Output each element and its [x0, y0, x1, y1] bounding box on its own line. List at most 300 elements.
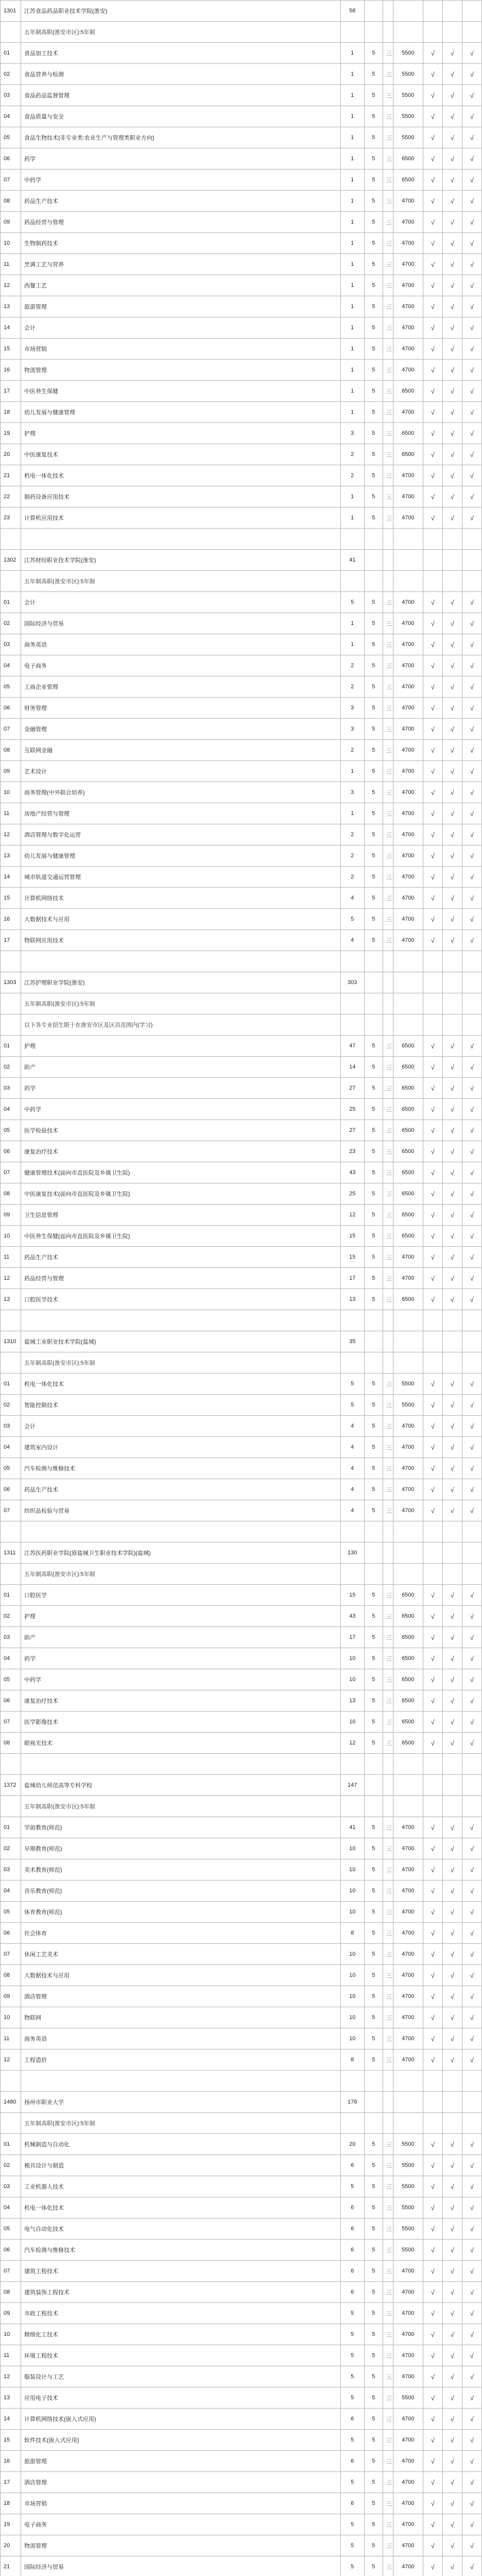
row-name: 中医养生保健(面向市直医院及乡镇卫生院) [21, 1226, 341, 1247]
row-check-2: √ [442, 360, 462, 381]
row-plan-count: 1 [340, 170, 364, 191]
row-name: 五年制高职(淮安市区):5年制 [21, 1796, 341, 1817]
row-name: 五年制高职(淮安市区):5年制 [21, 1352, 341, 1374]
row-check-2: √ [442, 296, 462, 317]
row-code: 01 [1, 2134, 21, 2155]
row-check-2: √ [442, 43, 462, 64]
row-tuition-mark: 三 [383, 1036, 393, 1057]
row-years [364, 1331, 383, 1352]
row-fee: 4700 [393, 2430, 423, 2451]
row-plan-count: 35 [340, 1331, 364, 1352]
major-row [1, 1120, 482, 1141]
row-years [364, 951, 383, 972]
school-row [1, 1775, 482, 1796]
row-tuition-mark: 三 [383, 170, 393, 191]
row-name: 国际经济与贸易 [21, 2556, 341, 2576]
row-check-1: √ [423, 782, 442, 803]
row-tuition-mark: 三 [383, 106, 393, 127]
blank-row [1, 1754, 482, 1775]
row-tuition-mark: 三 [383, 486, 393, 507]
row-check-2: √ [442, 275, 462, 296]
row-check-3: √ [462, 1120, 481, 1141]
row-check-2: √ [442, 1902, 462, 1923]
row-name: 市场营销 [21, 2493, 341, 2514]
row-check-3: √ [462, 1690, 481, 1711]
row-tuition-mark: 三 [383, 782, 393, 803]
row-check-1: √ [423, 1986, 442, 2007]
row-name: 扬州市职业大学 [21, 2092, 341, 2113]
school-row [1, 1331, 482, 1352]
major-row [1, 2261, 482, 2282]
row-check-3: √ [462, 761, 481, 782]
row-check-1 [423, 1543, 442, 1564]
row-check-3 [462, 22, 481, 43]
row-tuition-mark: 三 [383, 1078, 393, 1099]
row-plan-count: 10 [340, 1859, 364, 1880]
row-name: 制药设备应用技术 [21, 486, 341, 507]
row-name: 建筑室内设计 [21, 1437, 341, 1458]
row-check-3 [462, 1564, 481, 1585]
row-check-1 [423, 1564, 442, 1585]
row-plan-count: 15 [340, 1226, 364, 1247]
row-plan-count: 3 [340, 698, 364, 719]
row-check-2: √ [442, 2387, 462, 2409]
row-check-2: √ [442, 1859, 462, 1880]
row-fee: 5500 [393, 1374, 423, 1395]
row-name: 食品质量与安全 [21, 106, 341, 127]
row-fee: 4700 [393, 296, 423, 317]
row-years: 5 [364, 1859, 383, 1880]
row-fee: 4700 [393, 2409, 423, 2430]
row-code: 04 [1, 1880, 21, 1902]
row-check-1: √ [423, 212, 442, 233]
row-check-2: √ [442, 1479, 462, 1500]
major-row [1, 1585, 482, 1606]
row-check-3: √ [462, 1374, 481, 1395]
row-plan-count: 1 [340, 634, 364, 655]
row-fee: 6500 [393, 1120, 423, 1141]
row-tuition-mark: 三 [383, 2345, 393, 2366]
row-check-2: √ [442, 930, 462, 951]
row-name: 烹调工艺与营养 [21, 254, 341, 275]
row-check-2: √ [442, 1944, 462, 1965]
row-check-1: √ [423, 1838, 442, 1859]
row-name: 酒店管理与数字化运营 [21, 824, 341, 845]
row-check-1: √ [423, 170, 442, 191]
row-check-1: √ [423, 1416, 442, 1437]
row-code: 18 [1, 402, 21, 423]
school-row [1, 550, 482, 571]
major-row [1, 1268, 482, 1289]
row-name: 五年制高职(淮安市区):5年制 [21, 2113, 341, 2134]
row-years: 5 [364, 507, 383, 529]
row-name: 电子商务 [21, 2514, 341, 2535]
row-tuition-mark: 三 [383, 2366, 393, 2387]
row-check-2: √ [442, 655, 462, 676]
row-check-3: √ [462, 1838, 481, 1859]
row-tuition-mark [383, 2071, 393, 2092]
row-years [364, 1310, 383, 1331]
row-tuition-mark [383, 1014, 393, 1036]
row-plan-count: 2 [340, 740, 364, 761]
row-code: 03 [1, 85, 21, 106]
row-years [364, 1796, 383, 1817]
row-check-1: √ [423, 1585, 442, 1606]
row-code: 09 [1, 761, 21, 782]
row-check-1 [423, 2071, 442, 2092]
row-check-1: √ [423, 486, 442, 507]
row-years: 5 [364, 1416, 383, 1437]
row-check-2 [442, 1310, 462, 1331]
row-years: 5 [364, 761, 383, 782]
row-plan-count: 10 [340, 1648, 364, 1669]
row-check-3: √ [462, 698, 481, 719]
row-check-3 [462, 2113, 481, 2134]
row-tuition-mark: 三 [383, 888, 393, 909]
row-check-2: √ [442, 1648, 462, 1669]
row-fee: 6500 [393, 423, 423, 444]
row-plan-count: 4 [340, 930, 364, 951]
row-name: 食品营养与检测 [21, 64, 341, 85]
row-check-2: √ [442, 2493, 462, 2514]
major-row [1, 170, 482, 191]
row-check-3: √ [462, 1817, 481, 1838]
row-code: 12 [1, 1268, 21, 1289]
row-check-1: √ [423, 740, 442, 761]
row-code: 14 [1, 2409, 21, 2430]
row-tuition-mark: 三 [383, 1817, 393, 1838]
major-row [1, 296, 482, 317]
row-tuition-mark [383, 1352, 393, 1374]
row-code: 07 [1, 719, 21, 740]
row-fee: 6500 [393, 1690, 423, 1711]
row-plan-count [340, 951, 364, 972]
row-plan-count: 1 [340, 803, 364, 824]
row-check-2: √ [442, 106, 462, 127]
row-years: 5 [364, 1205, 383, 1226]
row-fee: 4700 [393, 486, 423, 507]
row-check-2 [442, 2092, 462, 2113]
row-years: 5 [364, 2134, 383, 2155]
major-row [1, 1690, 482, 1711]
major-row [1, 909, 482, 930]
row-code [1, 1521, 21, 1543]
row-code: 12 [1, 275, 21, 296]
major-row [1, 212, 482, 233]
row-code: 01 [1, 1374, 21, 1395]
row-check-3: √ [462, 360, 481, 381]
row-fee: 6500 [393, 444, 423, 465]
row-tuition-mark: 三 [383, 1162, 393, 1183]
row-tuition-mark [383, 1796, 393, 1817]
row-check-2 [442, 1014, 462, 1036]
row-fee: 4700 [393, 2049, 423, 2071]
row-plan-count: 5 [340, 2430, 364, 2451]
major-row [1, 1902, 482, 1923]
row-fee: 6500 [393, 1585, 423, 1606]
row-name: 城市轨道交通运营管理 [21, 867, 341, 888]
row-plan-count: 5 [340, 2556, 364, 2576]
row-tuition-mark: 三 [383, 740, 393, 761]
row-check-1: √ [423, 1458, 442, 1479]
row-plan-count: 14 [340, 1057, 364, 1078]
row-check-2: √ [442, 1183, 462, 1205]
row-check-2 [442, 1775, 462, 1796]
row-code: 11 [1, 254, 21, 275]
school-row [1, 972, 482, 993]
row-years: 5 [364, 2409, 383, 2430]
row-fee [393, 1352, 423, 1374]
row-name: 软件技术(嵌入式应用) [21, 2430, 341, 2451]
major-row [1, 127, 482, 148]
row-years [364, 22, 383, 43]
major-row [1, 465, 482, 486]
row-check-3 [462, 951, 481, 972]
row-fee: 4700 [393, 1479, 423, 1500]
row-years: 5 [364, 2155, 383, 2176]
plan-table-body [1, 1, 482, 2576]
row-years: 5 [364, 2472, 383, 2493]
row-years: 5 [364, 1099, 383, 1120]
major-row [1, 1205, 482, 1226]
row-plan-count [340, 993, 364, 1014]
row-tuition-mark: 三 [383, 1733, 393, 1754]
row-code: 04 [1, 1648, 21, 1669]
row-check-2: √ [442, 1733, 462, 1754]
row-check-2: √ [442, 1268, 462, 1289]
row-years: 5 [364, 2007, 383, 2028]
row-code: 06 [1, 698, 21, 719]
row-years [364, 993, 383, 1014]
row-check-1: √ [423, 2176, 442, 2197]
note-row [1, 1352, 482, 1374]
row-years: 5 [364, 317, 383, 338]
row-check-1: √ [423, 1690, 442, 1711]
row-name: 音乐教育(师范) [21, 1880, 341, 1902]
row-check-2 [442, 1, 462, 22]
row-check-2: √ [442, 1437, 462, 1458]
row-fee: 4700 [393, 845, 423, 867]
row-check-1: √ [423, 106, 442, 127]
row-name: 眼视光技术 [21, 1733, 341, 1754]
row-years: 5 [364, 1880, 383, 1902]
row-tuition-mark: 三 [383, 2472, 393, 2493]
row-fee [393, 1754, 423, 1775]
row-years: 5 [364, 930, 383, 951]
row-check-3: √ [462, 2514, 481, 2535]
row-code: 06 [1, 1690, 21, 1711]
row-tuition-mark: 三 [383, 2240, 393, 2261]
row-check-1: √ [423, 1374, 442, 1395]
major-row [1, 1036, 482, 1057]
row-check-2: √ [442, 1880, 462, 1902]
row-check-1 [423, 550, 442, 571]
row-name: 物联网应用技术 [21, 930, 341, 951]
row-tuition-mark: 三 [383, 64, 393, 85]
row-check-3: √ [462, 1078, 481, 1099]
row-check-1 [423, 1754, 442, 1775]
row-check-2: √ [442, 465, 462, 486]
row-check-2: √ [442, 2451, 462, 2472]
row-check-2 [442, 972, 462, 993]
row-tuition-mark [383, 1775, 393, 1796]
row-check-1 [423, 1775, 442, 1796]
row-check-1: √ [423, 317, 442, 338]
row-tuition-mark: 三 [383, 381, 393, 402]
row-check-1: √ [423, 803, 442, 824]
row-fee: 4700 [393, 613, 423, 634]
row-code: 01 [1, 1036, 21, 1057]
row-plan-count: 20 [340, 2134, 364, 2155]
row-code: 10 [1, 2007, 21, 2028]
row-years: 5 [364, 127, 383, 148]
row-check-3 [462, 993, 481, 1014]
row-plan-count: 6 [340, 2409, 364, 2430]
row-fee [393, 571, 423, 592]
row-tuition-mark: 三 [383, 2409, 393, 2430]
row-code: 02 [1, 1057, 21, 1078]
row-check-1: √ [423, 634, 442, 655]
major-row [1, 191, 482, 212]
row-check-1: √ [423, 1880, 442, 1902]
row-years [364, 2092, 383, 2113]
row-check-3: √ [462, 909, 481, 930]
row-fee: 6500 [393, 1289, 423, 1310]
row-check-3: √ [462, 824, 481, 845]
row-check-3: √ [462, 338, 481, 360]
row-years: 5 [364, 2345, 383, 2366]
row-plan-count: 1 [340, 127, 364, 148]
row-name: 服装设计与工艺 [21, 2366, 341, 2387]
row-years: 5 [364, 2282, 383, 2303]
row-check-3: √ [462, 1669, 481, 1690]
row-check-3 [462, 1310, 481, 1331]
row-plan-count: 1 [340, 507, 364, 529]
row-fee [393, 1775, 423, 1796]
row-name: 工商企业管理 [21, 676, 341, 698]
row-check-3: √ [462, 2430, 481, 2451]
row-check-3: √ [462, 64, 481, 85]
row-years: 5 [364, 423, 383, 444]
row-check-1 [423, 2092, 442, 2113]
major-row [1, 254, 482, 275]
row-check-2: √ [442, 2028, 462, 2049]
row-plan-count: 4 [340, 888, 364, 909]
row-fee: 6500 [393, 1099, 423, 1120]
row-tuition-mark: 三 [383, 233, 393, 254]
row-code: 07 [1, 2261, 21, 2282]
row-plan-count: 1 [340, 191, 364, 212]
row-fee: 4700 [393, 655, 423, 676]
row-plan-count: 17 [340, 1627, 364, 1648]
row-years: 5 [364, 1036, 383, 1057]
row-check-3 [462, 1352, 481, 1374]
row-check-1: √ [423, 2007, 442, 2028]
row-plan-count: 10 [340, 2007, 364, 2028]
row-name: 美术教育(师范) [21, 1859, 341, 1880]
row-check-3 [462, 1754, 481, 1775]
row-code: 13 [1, 1289, 21, 1310]
row-check-3: √ [462, 191, 481, 212]
row-name: 休闲工艺美术 [21, 1944, 341, 1965]
row-name: 机电一体化技术 [21, 465, 341, 486]
row-years [364, 972, 383, 993]
row-fee: 4700 [393, 1458, 423, 1479]
row-plan-count: 178 [340, 2092, 364, 2113]
row-code: 1303 [1, 972, 21, 993]
row-code: 02 [1, 64, 21, 85]
row-check-1: √ [423, 930, 442, 951]
row-check-1: √ [423, 1965, 442, 1986]
row-check-3: √ [462, 719, 481, 740]
row-name: 五年制高职(淮安市区):5年制 [21, 1564, 341, 1585]
row-plan-count: 10 [340, 1838, 364, 1859]
row-code: 1302 [1, 550, 21, 571]
row-check-3: √ [462, 1395, 481, 1416]
row-plan-count: 1 [340, 613, 364, 634]
row-years: 5 [364, 1226, 383, 1247]
row-years: 5 [364, 296, 383, 317]
row-fee: 6500 [393, 148, 423, 170]
row-plan-count [340, 1796, 364, 1817]
row-check-3: √ [462, 1162, 481, 1183]
row-years [364, 1775, 383, 1796]
row-plan-count: 5 [340, 2176, 364, 2197]
row-code: 10 [1, 1226, 21, 1247]
row-name: 医学影像技术 [21, 1711, 341, 1733]
row-check-2: √ [442, 1205, 462, 1226]
row-fee: 5500 [393, 2387, 423, 2409]
major-row [1, 1986, 482, 2007]
row-check-3: √ [462, 402, 481, 423]
row-plan-count: 41 [340, 1817, 364, 1838]
row-name: 机电一体化技术 [21, 1374, 341, 1395]
row-check-3: √ [462, 2261, 481, 2282]
row-fee: 4700 [393, 2282, 423, 2303]
row-years: 5 [364, 1247, 383, 1268]
row-check-3: √ [462, 2007, 481, 2028]
row-plan-count: 25 [340, 1183, 364, 1205]
row-check-3: √ [462, 1057, 481, 1078]
row-plan-count [340, 571, 364, 592]
row-code: 03 [1, 634, 21, 655]
row-tuition-mark [383, 972, 393, 993]
row-plan-count [340, 1310, 364, 1331]
row-fee: 6500 [393, 1141, 423, 1162]
row-check-3 [462, 550, 481, 571]
row-name: 西餐工艺 [21, 275, 341, 296]
row-years: 5 [364, 1902, 383, 1923]
row-plan-count: 1 [340, 64, 364, 85]
row-plan-count [340, 529, 364, 550]
row-check-2: √ [442, 2409, 462, 2430]
major-row [1, 1479, 482, 1500]
row-code: 09 [1, 2303, 21, 2324]
row-fee: 4700 [393, 2261, 423, 2282]
row-name: 物联网 [21, 2007, 341, 2028]
row-check-2 [442, 1521, 462, 1543]
row-check-2: √ [442, 1099, 462, 1120]
row-code: 12 [1, 2366, 21, 2387]
row-tuition-mark: 三 [383, 2430, 393, 2451]
row-plan-count: 5 [340, 2472, 364, 2493]
row-code: 06 [1, 1141, 21, 1162]
row-tuition-mark: 三 [383, 2282, 393, 2303]
major-row [1, 698, 482, 719]
row-check-1: √ [423, 507, 442, 529]
row-code: 10 [1, 2324, 21, 2345]
row-code: 04 [1, 2197, 21, 2218]
